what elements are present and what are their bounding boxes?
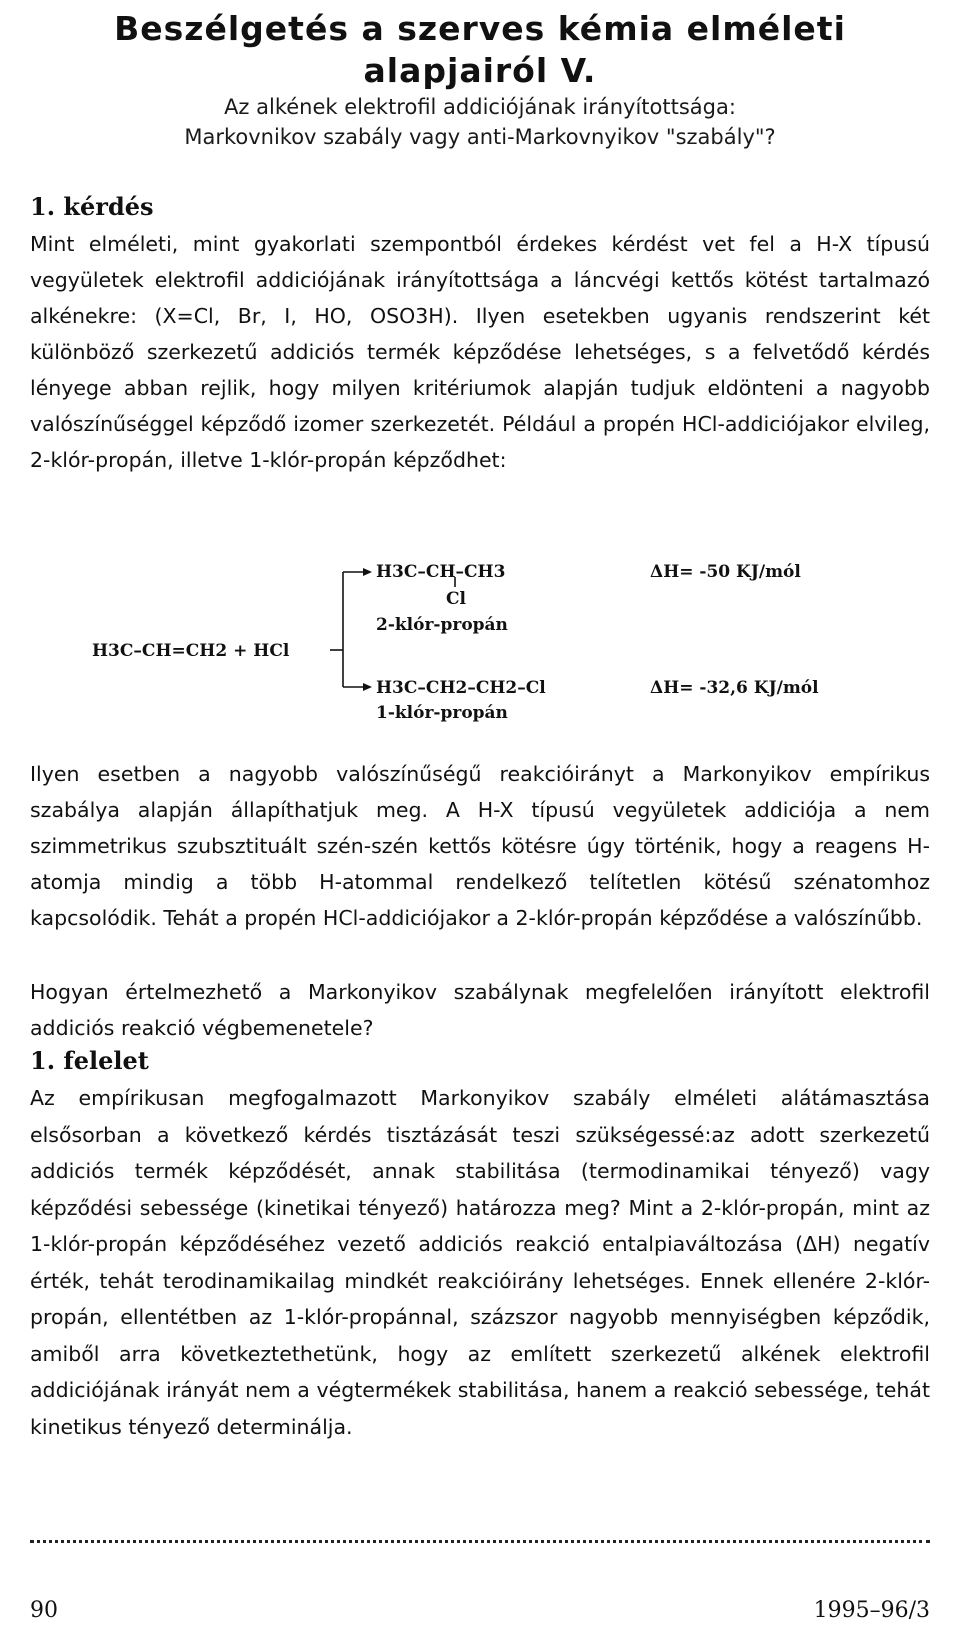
page-number: 90 — [30, 1598, 58, 1623]
answer-paragraph: Az empírikusan megfogalmazott Markonyikov szabály elméleti alátámasztása elsősorban a következő kérdés tisztázását teszi szükségessé:az adott szerkezetű addiciós termék képződését, annak stabilitása (termodinamikai tényező) vagy képződési sebessége (kinetikai tényező) határozza meg? Mint a 2-klór-propán, mint az 1-klór-propán képződéséhez vezető addiciós reakció entalpiaváltozása (ΔH) negatív érték, tehát terodinamikailag mindkét reakcióirány lehetséges. Ennek ellenére 2-klór-propán, ellentétben az 1-klór-propánnal, százszor nagyobb mennyiségben képződik, amiből arra következtethetünk, hogy az említett szerkezetű alkének elektrofil addiciójának irányát nem a végtermékek stabilitása, hanem a reakció sebessége, tehát kinetikus tényező determinálja. — [30, 1086, 930, 1439]
answer-heading: 1. felelet — [30, 1046, 149, 1075]
subtitle-line-1: Az alkének elektrofil addiciójának irányítottsága: — [224, 95, 736, 119]
reactant-formula: H3C–CH=CH2 + HCl — [92, 641, 290, 661]
product-1-formula: H3C–CH–CH3 — [376, 562, 506, 582]
question-heading: 1. kérdés — [30, 192, 154, 221]
reaction-scheme — [0, 560, 960, 730]
product-2-name: 1-klór-propán — [376, 703, 508, 723]
footer-divider — [30, 1540, 930, 1543]
product-1-enthalpy: ΔH= -50 KJ/mól — [650, 562, 801, 582]
product-2-formula: H3C–CH2–CH2–Cl — [376, 678, 546, 698]
title-line-2: alapjairól V. — [363, 51, 597, 90]
title-line-1: Beszélgetés a szerves kémia elméleti — [114, 9, 846, 48]
article-subtitle — [60, 92, 900, 152]
arrow-top-icon — [363, 568, 372, 576]
product-1-name: 2-klór-propán — [376, 615, 508, 635]
issue-number: 1995–96/3 — [813, 1598, 930, 1623]
arrow-bottom-icon — [363, 683, 372, 691]
product-1-substituent: Cl — [446, 589, 466, 609]
product-2-enthalpy: ΔH= -32,6 KJ/mól — [650, 678, 819, 698]
after-scheme-paragraph-2: Hogyan értelmezhető a Markonyikov szabálynak megfelelően irányított elektrofil addiciós reakció végbemenetele? — [30, 980, 930, 1040]
question-paragraph: Mint elméleti, mint gyakorlati szempontból érdekes kérdést vet fel a H-X típusú vegyületek elektrofil addiciójának irányítottsága a láncvégi kettős kötést tartalmazó alkénekre: (X=Cl, Br, I, HO, OSO3H). Ilyen esetekben ugyanis rendszerint két különböző szerkezetű addiciós termék képződése lehetséges, s a felvetődő kérdés lényege abban rejlik, hogy milyen kritériumok alapján tudjuk eldönteni a nagyobb valószínűséggel képződő izomer szerkezetét. Például a propén HCl-addiciójakor elvileg, 2-klór-propán, illetve 1-klór-propán képződhet: — [30, 232, 930, 472]
article-title — [60, 8, 900, 92]
subtitle-line-2: Markovnikov szabály vagy anti-Markovnyikov "szabály"? — [184, 125, 776, 149]
after-scheme-paragraph-1: Ilyen esetben a nagyobb valószínűségű reakcióirányt a Markonyikov empírikus szabálya alapján állapíthatjuk meg. A H-X típusú vegyületek addiciója a nem szimmetrikus szubsztituált szén-szén kettős kötésre úgy történik, hogy a reagens H-atomja mindig a több H-atommal rendelkező telítetlen kötésű szénatomhoz kapcsolódik. Tehát a propén HCl-addiciójakor a 2-klór-propán képződése a valószínűbb. — [30, 762, 930, 930]
